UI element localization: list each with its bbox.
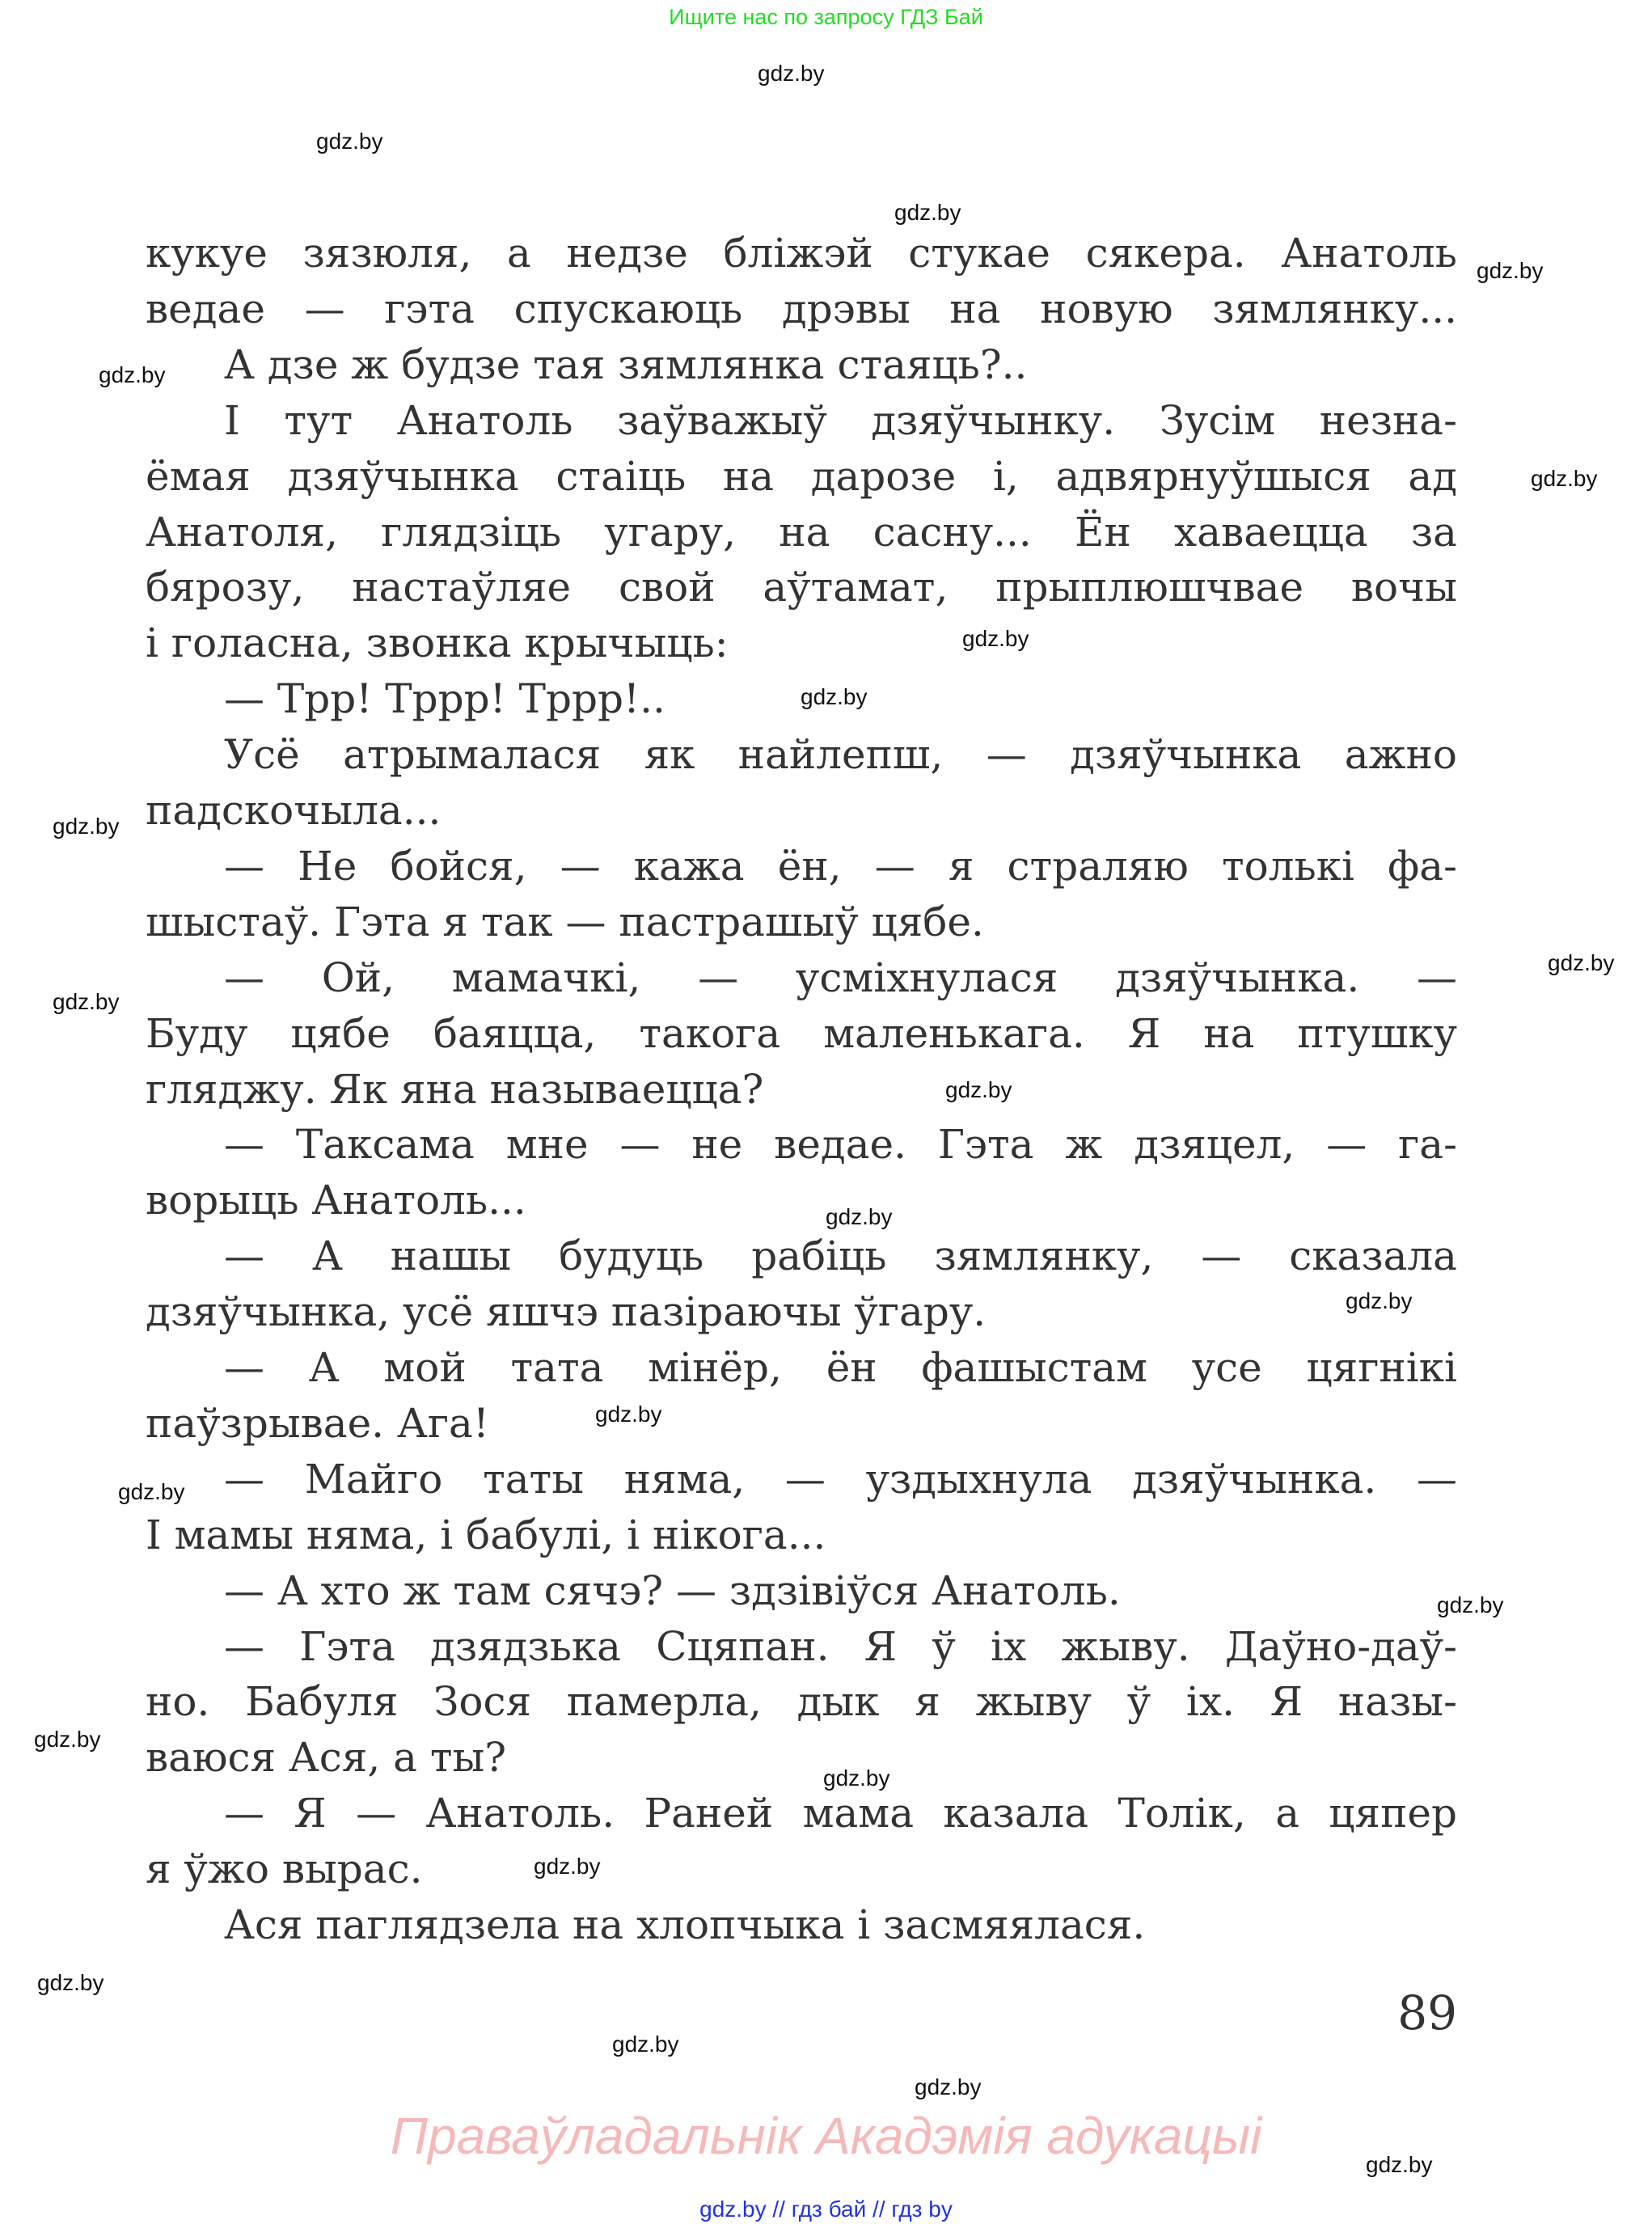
text-line: — А хто ж там сячэ? — здзівіўся Анатоль. [224, 1567, 1121, 1614]
text-line: І мамы няма, і бабулі, і нікога... [146, 1511, 826, 1558]
gdz-watermark: gdz.by [915, 2074, 982, 2099]
text-line: Ася паглядзела на хлопчыка і засмяялася. [224, 1901, 1146, 1948]
text-line: ваюся Ася, а ты? [146, 1734, 507, 1782]
gdz-watermark: gdz.by [1548, 950, 1615, 975]
text-line: гляджу. Як яна называецца? [146, 1065, 764, 1113]
gdz-watermark: gdz.by [595, 1402, 662, 1427]
gdz-watermark: gdz.by [53, 814, 120, 839]
gdz-watermark: gdz.by [826, 1204, 893, 1229]
gdz-watermark: gdz.by [1366, 2152, 1433, 2177]
text-line: — Таксама мне — не ведае. Гэта ж дзяцел, — га- [224, 1121, 1457, 1169]
text-line: — Гэта дзядзька Сцяпан. Я ў іх жыву. Даўно-даў- [224, 1622, 1457, 1670]
text-line: бярозу, настаўляе свой аўтамат, прыплюшчвае вочы [146, 564, 1457, 611]
gdz-watermark: gdz.by [534, 1854, 601, 1879]
text-line: — Не бойся, — кажа ён, — я страляю толькі фа- [224, 842, 1457, 890]
text-line: — Ой, мамачкі, — усміхнулася дзяўчынка. — [224, 953, 1457, 1001]
text-line: ворыць Анатоль... [146, 1177, 526, 1224]
gdz-watermark: gdz.by [99, 362, 166, 387]
gdz-watermark: gdz.by [758, 61, 825, 86]
text-line: Анатоля, глядзіць угару, на сасну... Ён хаваецца за [146, 508, 1457, 556]
text-line: дзяўчынка, усё яшчэ пазіраючы ўгару. [146, 1288, 987, 1336]
text-line: я ўжо вырас. [146, 1846, 423, 1893]
gdz-watermark: gdz.by [612, 2032, 679, 2057]
gdz-watermark: gdz.by [945, 1077, 1012, 1102]
text-line: ёмая дзяўчынка стаіць на дарозе і, адвярнуўшыся ад [146, 452, 1457, 500]
footer-links[interactable]: gdz.by // гдз бай // гдз by [699, 2197, 953, 2222]
text-line: кукуе зязюля, а недзе бліжэй стукае сякера. Анатоль [146, 230, 1457, 277]
text-line: паўзрывае. Ага! [146, 1399, 489, 1447]
gdz-watermark: gdz.by [1346, 1288, 1413, 1313]
gdz-watermark: gdz.by [118, 1479, 185, 1504]
text-line: А дзе ж будзе тая зямлянка стаяць?.. [224, 340, 1028, 388]
text-line: — А мой тата мінёр, ён фашыстам усе цягнікі [224, 1344, 1457, 1391]
text-line: І тут Анатоль заўважыў дзяўчынку. Зусім незна- [224, 396, 1457, 444]
text-line: шыстаў. Гэта я так — пастрашыў цябе. [146, 898, 984, 945]
gdz-watermark: gdz.by [894, 200, 961, 225]
page-number: 89 [1397, 1985, 1457, 2040]
gdz-watermark: gdz.by [823, 1765, 890, 1791]
gdz-watermark: gdz.by [962, 626, 1029, 651]
gdz-watermark: gdz.by [316, 129, 383, 154]
copyright-watermark: Праваўладальнік Акадэмія адукацыі [390, 2107, 1262, 2165]
text-line: ведае — гэта спускаюць дрэвы на новую зямлянку... [146, 285, 1457, 332]
text-line: — Я — Анатоль. Раней мама казала Толік, а цяпер [224, 1790, 1457, 1837]
text-line: Усё атрымалася як найлепш, — дзяўчынка ажно [224, 731, 1457, 779]
text-line: но. Бабуля Зося памерла, дык я жыву ў іх. Я назы- [146, 1678, 1457, 1726]
text-line: і голасна, звонка крычыць: [146, 619, 729, 667]
gdz-watermark: gdz.by [1531, 466, 1598, 491]
search-hint-banner: Ищите нас по запросу ГДЗ Бай [669, 5, 983, 29]
text-line: падскочыла... [146, 787, 442, 834]
gdz-watermark: gdz.by [37, 1970, 104, 1995]
text-line: — А нашы будуць рабіць зямлянку, — сказала [224, 1233, 1457, 1280]
text-line: — Майго таты няма, — уздыхнула дзяўчынка. — [224, 1455, 1457, 1503]
gdz-watermark: gdz.by [34, 1727, 101, 1752]
gdz-watermark: gdz.by [53, 989, 120, 1014]
text-line: Буду цябе баяцца, такога маленькага. Я на птушку [146, 1009, 1457, 1057]
text-line: — Трр! Тррр! Тррр!.. [224, 675, 665, 723]
gdz-watermark: gdz.by [1437, 1592, 1504, 1617]
gdz-watermark: gdz.by [801, 684, 868, 709]
gdz-watermark: gdz.by [1477, 258, 1544, 283]
